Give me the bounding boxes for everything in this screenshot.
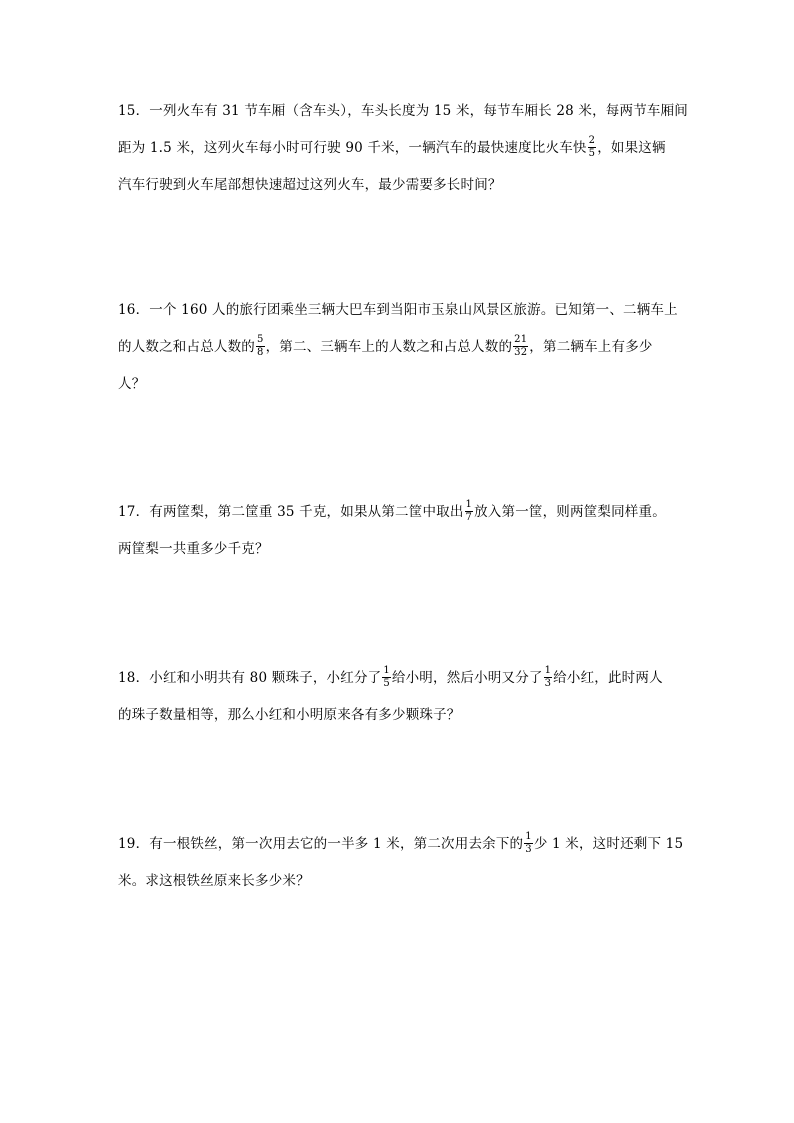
problem-15-line-2: 距为 1.5 米，这列火车每小时可行驶 90 千米，一辆汽车的最快速度比火车快 $\frac{2}{5}$ ，如果这辆 (118, 135, 666, 159)
problem-19-line-1: 19．有一根铁丝，第一次用去它的一半多 1 米，第二次用去余下的 $\frac{1}{3}$ 少 1 米，这时还剩下 15 (118, 831, 684, 855)
problem-16-line-3: 人？ (118, 376, 146, 392)
fraction (588, 135, 597, 160)
fraction-numerator: 1 (465, 499, 473, 510)
fraction-numerator: 1 (544, 665, 552, 676)
fraction (544, 665, 553, 690)
problem-18-line-2: 的珠子数量相等，那么小红和小明原来各有多少颗珠子？ (118, 707, 461, 723)
problem-17-line-2: 两筐梨一共重多少千克？ (118, 541, 269, 557)
fraction (524, 831, 533, 856)
fraction-denominator: 32 (514, 347, 528, 358)
fraction-numerator: 1 (525, 831, 532, 842)
fraction-denominator: 5 (383, 678, 390, 689)
fraction-denominator: 3 (544, 678, 552, 689)
problem-18-line-1: 18．小红和小明共有 80 颗珠子，小红分了 $\frac{1}{5}$ 给小明，然后小明又分了 $\frac{1}{3}$ 给小红，此时两人 (118, 665, 663, 689)
fraction-numerator: 5 (257, 334, 264, 345)
fraction (465, 499, 474, 524)
problem-16 (118, 292, 678, 403)
fraction-denominator: 8 (257, 347, 264, 358)
fraction-denominator: 3 (525, 844, 532, 855)
fraction-denominator: 7 (465, 512, 473, 523)
fraction-numerator: 2 (588, 135, 596, 146)
fraction-denominator: 5 (588, 148, 596, 159)
problem-15-line-3: 汽车行驶到火车尾部想快速超过这列火车，最少需要多长时间？ (118, 177, 502, 193)
problem-17-line-1: 17．有两筐梨，第二筐重 35 千克，如果从第二筐中取出 $\frac{1}{7}$ 放入第一筐，则两筐梨同样重。 (118, 499, 666, 523)
problem-18 (118, 660, 678, 734)
problem-19-line-2: 米。求这根铁丝原来长多少米？ (118, 873, 310, 889)
problem-15-line-1: 15．一列火车有 31 节车厢（含车头），车头长度为 15 米，每节车厢长 28 米，每两节车厢间 (118, 103, 689, 119)
problem-16-line-1: 16．一个 160 人的旅行团乘坐三辆大巴车到当阳市玉泉山风景区旅游。已知第一、二辆车上 (118, 302, 678, 318)
fraction-numerator: 21 (514, 334, 528, 345)
fraction (513, 334, 528, 359)
fraction (382, 665, 391, 690)
problem-19 (118, 826, 684, 900)
fraction (256, 334, 265, 359)
problem-17 (118, 494, 678, 568)
problem-15 (118, 93, 689, 204)
problem-16-line-2: 的人数之和占总人数的 $\frac{5}{8}$ ，第二、三辆车上的人数之和占总人数的 $\frac{21}{32}$ ，第二辆车上有多少 (118, 334, 653, 358)
fraction-numerator: 1 (383, 665, 390, 676)
